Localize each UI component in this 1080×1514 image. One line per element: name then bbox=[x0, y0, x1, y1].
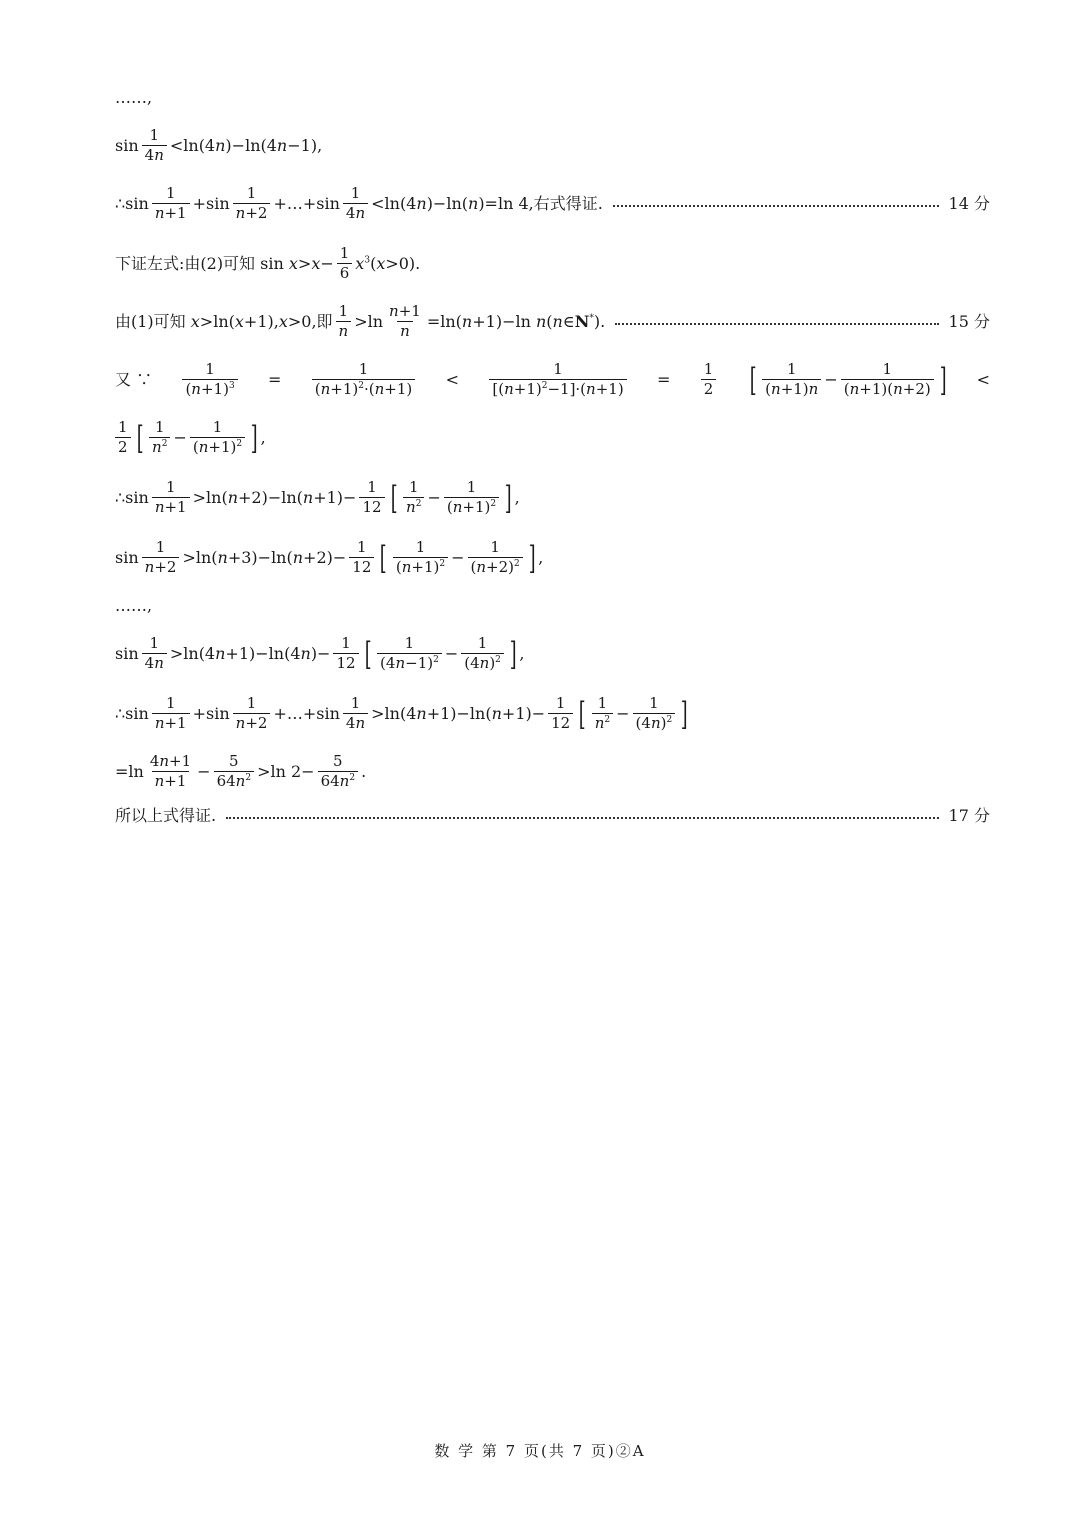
score-14: 14 分 bbox=[948, 193, 990, 213]
sin-lower-bound-line-last: sin $\frac{1}{4n}$ >ln(4n+1)−ln(4n)− $\frac{1}{12}$ [ $\frac{1}{(4n-1)^2}$ − $\frac{1}{(4n)^2}$ ] , bbox=[115, 634, 525, 673]
page-footer: 数 学 第 7 页(共 7 页)②A bbox=[434, 1442, 646, 1460]
sin-lower-bound-line-1: ∴sin $\frac{1}{n+1}$ >ln(n+2)−ln(n+1)− $\frac{1}{12}$ [ $\frac{1}{n^2}$ − $\frac{1}{(n+1)^2}$ ] , bbox=[115, 478, 520, 517]
conclusion-line bbox=[115, 808, 990, 824]
ellipsis-text: ……, bbox=[115, 596, 153, 615]
sin-lower-bound-line-2: sin $\frac{1}{n+2}$ >ln(n+3)−ln(n+2)− $\frac{1}{12}$ [ $\frac{1}{(n+1)^2}$ − $\frac{1}{(n+2)^2}$ ] , bbox=[115, 538, 544, 577]
left-side-intro-line: 下证左式:由(2)可知 sin x>x− $\frac{1}{6}$ $x^3(x>0)$. bbox=[115, 244, 421, 282]
lemma-line: 由(1)可知 x>ln(x+1),x>0,即 $\frac{1}{n}$ >ln $\frac{n+1}{n}$ =ln(n+1)−ln n(n∈N*). 15 分 bbox=[115, 302, 990, 340]
ellipsis-line-1: ……, bbox=[115, 88, 153, 107]
conclusion-text: 所以上式得证. bbox=[115, 806, 217, 825]
score-15: 15 分 bbox=[948, 311, 990, 331]
estimate-continuation-line: $\frac{1}{2}$ [ $\frac{1}{n^2}$ − $\frac{1}{(n+1)^2}$ ] , bbox=[115, 420, 990, 455]
sum-lower-bound-line: ∴sin $\frac{1}{n+1}$ +sin $\frac{1}{n+2}$ +…+sin $\frac{1}{4n}$ >ln(4n+1)−ln(n+1)− $\frac{1}{12}$ [ $\frac{1}{n^2}$ − $\frac{1}{(4n)^2}$ ] bbox=[115, 694, 688, 733]
final-simplification-line: =ln $\frac{4n+1}{n+1}$ − $\frac{5}{64n^2}$ >ln 2− $\frac{5}{64n^2}$ . bbox=[115, 752, 367, 790]
estimate-line: 又 ∵ $\frac{1}{(n+1)^3}$ = $\frac{1}{(n+1)^2\cdot(n+1)}$ < $\frac{1}{[(n+1)^2-1]\cdot(n+1)}$ = $\frac{1}{2}$ [ $\frac{1}{(n+1)n}$ − $\frac{1}{(n+1)(n+2)}$ ] < bbox=[115, 360, 990, 399]
right-side-proof-line: ∴sin $\frac{1}{n+1}$ +sin $\frac{1}{n+2}$ +…+sin $\frac{1}{4n}$ <ln(4n)−ln(n)=ln 4,右式得证. 14 分 bbox=[115, 184, 990, 222]
leader-dots bbox=[226, 817, 938, 819]
inequality-line-2: sin $\frac{1}{4n}$ <ln(4n)−ln(4n−1), bbox=[115, 126, 323, 164]
score-17: 17 分 bbox=[948, 806, 990, 825]
leader-dots bbox=[615, 323, 938, 325]
ellipsis-line-2 bbox=[115, 598, 990, 614]
leader-dots bbox=[613, 205, 939, 207]
